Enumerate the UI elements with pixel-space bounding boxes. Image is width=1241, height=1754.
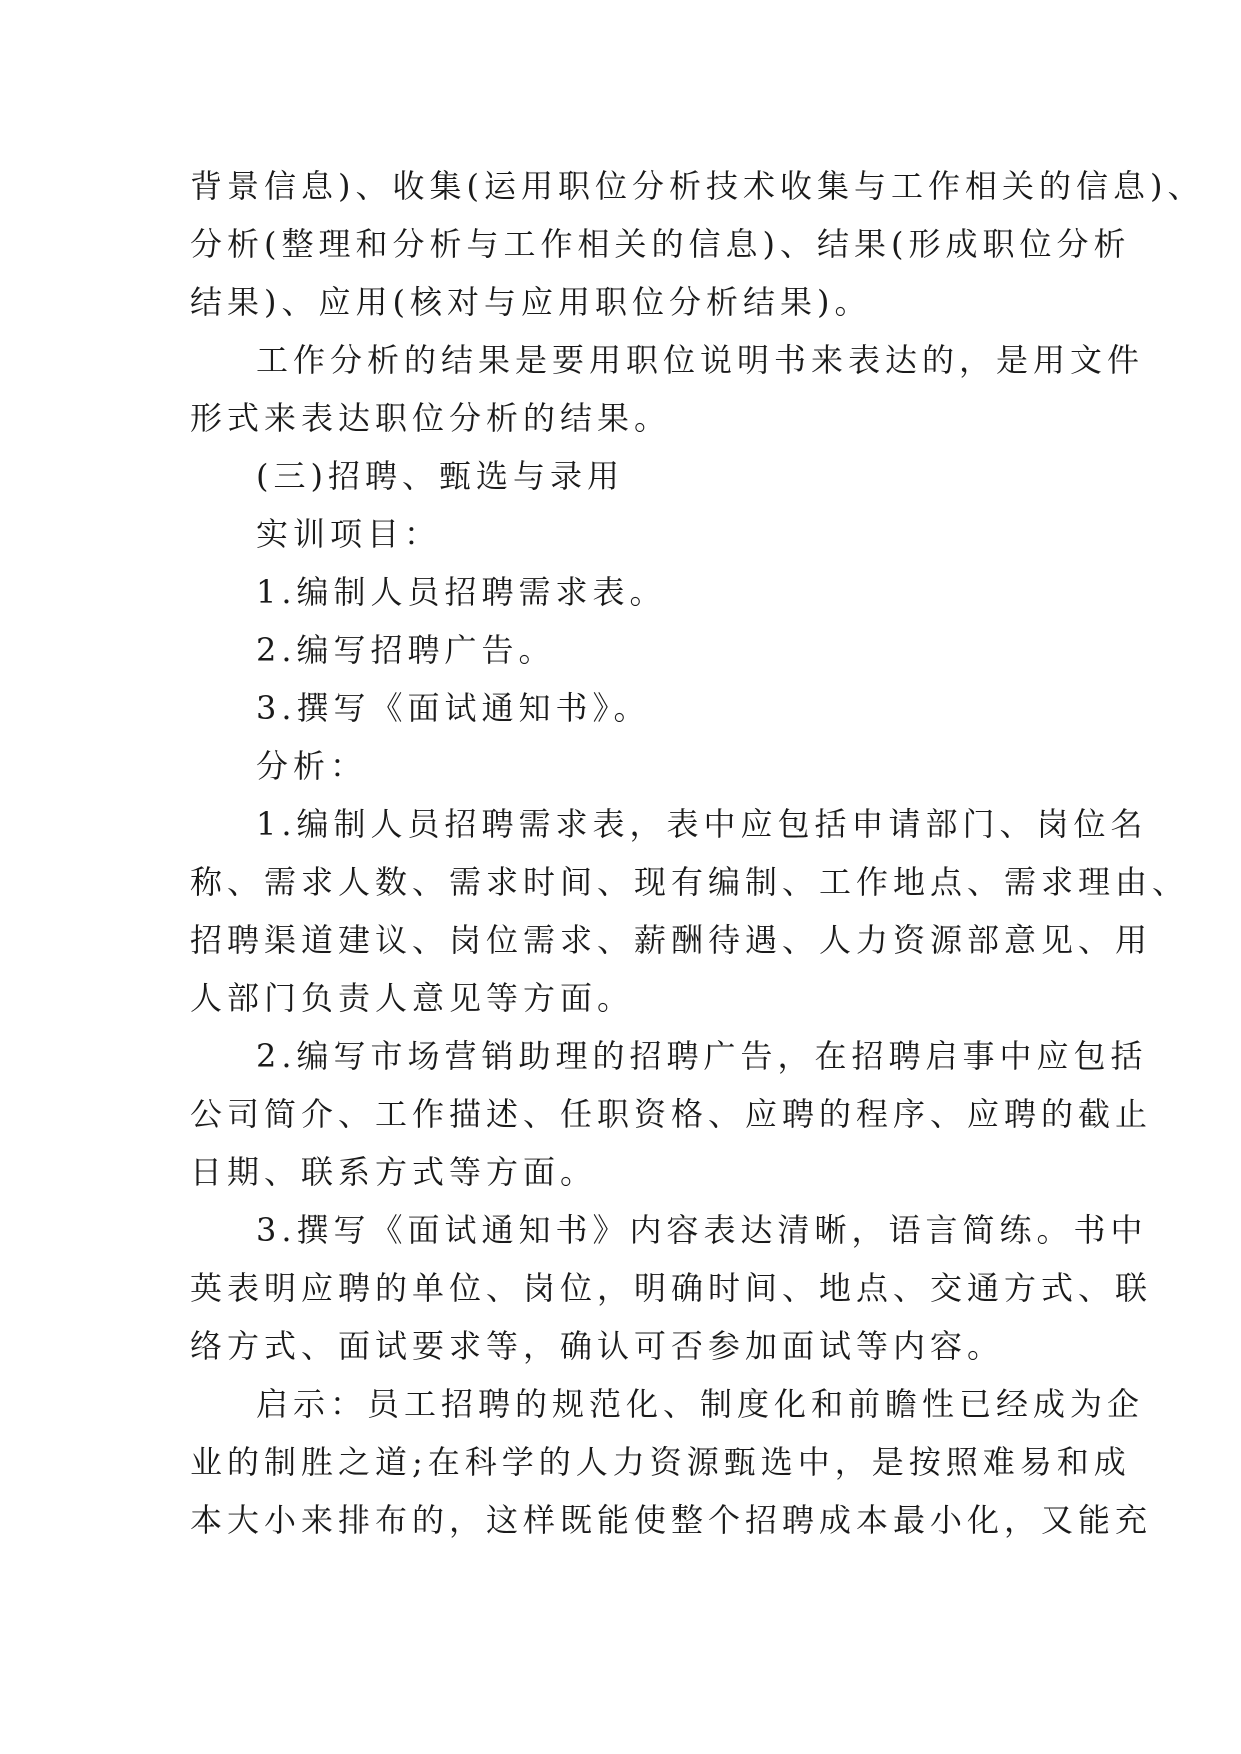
paragraph-start-line: 启示：员工招聘的规范化、制度化和前瞻性已经成为企 bbox=[256, 1385, 1145, 1423]
text-line: 形式来表达职位分析的结果。 bbox=[190, 399, 672, 437]
text-line: 日期、联系方式等方面。 bbox=[190, 1153, 598, 1191]
subsection-label: 分析： bbox=[256, 747, 368, 785]
text-line: 英表明应聘的单位、岗位，明确时间、地点、交通方式、联 bbox=[190, 1269, 1153, 1307]
text-line: 分析(整理和分析与工作相关的信息)、结果(形成职位分析 bbox=[190, 225, 1131, 263]
text-line: 称、需求人数、需求时间、现有编制、工作地点、需求理由、 bbox=[190, 863, 1190, 901]
text-line: 业的制胜之道;在科学的人力资源甄选中，是按照难易和成 bbox=[190, 1443, 1131, 1481]
list-item: 1.编制人员招聘需求表。 bbox=[256, 573, 667, 611]
document-body bbox=[190, 157, 1205, 1549]
text-line: 公司简介、工作描述、任职资格、应聘的程序、应聘的截止 bbox=[190, 1095, 1153, 1133]
paragraph-start-line: 3.撰写《面试通知书》内容表达清晰，语言简练。书中 bbox=[256, 1211, 1148, 1249]
text-line: 本大小来排布的，这样既能使整个招聘成本最小化，又能充 bbox=[190, 1501, 1153, 1539]
subsection-label: 实训项目： bbox=[256, 515, 442, 553]
paragraph-start-line: 1.编制人员招聘需求表，表中应包括申请部门、岗位名 bbox=[256, 805, 1148, 843]
list-item: 2.编写招聘广告。 bbox=[256, 631, 556, 669]
text-line: 结果)、应用(核对与应用职位分析结果)。 bbox=[190, 283, 872, 321]
text-line: 人部门负责人意见等方面。 bbox=[190, 979, 635, 1017]
section-heading: (三)招聘、甄选与录用 bbox=[256, 457, 624, 495]
paragraph-start-line: 工作分析的结果是要用职位说明书来表达的，是用文件 bbox=[256, 341, 1145, 379]
text-line: 背景信息)、收集(运用职位分析技术收集与工作相关的信息)、 bbox=[190, 167, 1205, 205]
text-line: 络方式、面试要求等，确认可否参加面试等内容。 bbox=[190, 1327, 1005, 1365]
list-item: 3.撰写《面试通知书》。 bbox=[256, 689, 651, 727]
text-line: 招聘渠道建议、岗位需求、薪酬待遇、人力资源部意见、用 bbox=[190, 921, 1153, 959]
paragraph-start-line: 2.编写市场营销助理的招聘广告，在招聘启事中应包括 bbox=[256, 1037, 1148, 1075]
